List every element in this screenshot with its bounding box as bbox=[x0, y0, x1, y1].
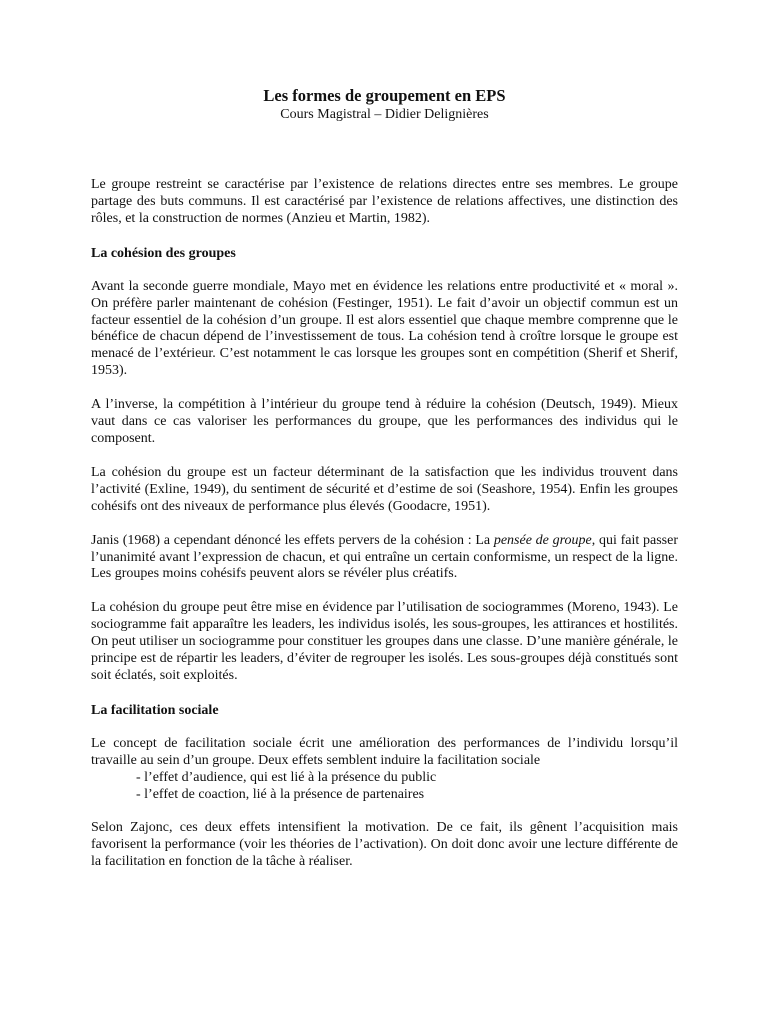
facilitation-paragraph-1: Le concept de facilitation sociale écrit une amélioration des performances de l’individu lorsqu’il travaille au sein d’un groupe. Deux effets semblent induire la facilitation sociale bbox=[91, 735, 678, 768]
cohesion-paragraph-4 bbox=[91, 533, 678, 584]
facilitation-paragraph-2: Selon Zajonc, ces deux effets intensifient la motivation. De ce fait, ils gênent l’acquisition mais favorisent la performance (voir les théories de l’activation). On doit donc avoir une lecture différente de la facilitation en fonction de la tâche à réaliser. bbox=[91, 820, 678, 870]
cohesion-paragraph-5: La cohésion du groupe peut être mise en évidence par l’utilisation de sociogrammes (Moreno, 1943). Le sociogramme fait apparaître les leaders, les individus isolés, les sous-groupes, les attirances et hostilités. On peut utiliser un sociogramme pour constituer les groupes dans une classe. D’une manière générale, le principe est de répartir les leaders, d’éviter de regrouper les isolés. Les sous-groupes déjà constitués sont soit éclatés, soit exploités. bbox=[91, 600, 678, 683]
facilitation-block bbox=[91, 736, 678, 804]
document-title: Les formes de groupement en EPS bbox=[263, 86, 506, 105]
facilitation-effects-list bbox=[91, 770, 678, 804]
document-subtitle: Cours Magistral – Didier Delignières bbox=[280, 107, 489, 122]
paragraph-text: , qui fait passer l’unanimité avant l’expression de chacun, et qui entraîne un certain conformisme, un respect de la ligne. Les groupes moins cohésifs peuvent alors se révéler plus créatifs. bbox=[91, 532, 678, 582]
cohesion-paragraph-2: A l’inverse, la compétition à l’intérieur du groupe tend à réduire la cohésion (Deutsch, 1949). Mieux vaut dans ce cas valoriser les performances du groupe, que les performances des individus qui le composent. bbox=[91, 397, 678, 446]
paragraph-text: Janis (1968) a cependant dénoncé les effets pervers de la cohésion : La bbox=[91, 532, 494, 548]
spacer bbox=[91, 123, 678, 177]
intro-paragraph: Le groupe restreint se caractérise par l’existence de relations directes entre ses membres. Le groupe partage des buts communs. Il est caractérisé par l’existence de relations affectives, une distinction des rôles, et la construction de normes (Anzieu et Martin, 1982). bbox=[91, 177, 678, 226]
list-item: - l’effet de coaction, lié à la présence de partenaires bbox=[136, 786, 425, 802]
section-heading-facilitation: La facilitation sociale bbox=[91, 702, 219, 718]
emphasis-term: pensée de groupe bbox=[493, 532, 592, 548]
cohesion-paragraph-3: La cohésion du groupe est un facteur déterminant de la satisfaction que les individus trouvent dans l’activité (Exline, 1949), du sentiment de sécurité et d’estime de soi (Seashore, 1954). Enfin les groupes cohésifs ont des niveaux de performance plus élevés (Goodacre, 1951). bbox=[91, 464, 678, 514]
list-item: - l’effet d’audience, qui est lié à la présence du public bbox=[136, 769, 437, 785]
document-page bbox=[91, 86, 678, 888]
cohesion-paragraph-1: Avant la seconde guerre mondiale, Mayo met en évidence les relations entre productivité et « moral ». On préfère parler maintenant de cohésion (Festinger, 1951). Le fait d’avoir un objectif commun est un facteur essentiel de la cohésion d’un groupe. Il est alors essentiel que chaque membre comprenne que le bénéfice de chacun dépend de l’investissement de tous. La cohésion tend à croître lorsque le groupe est menacé de l’extérieur. C’est notamment le cas lorsque les groupes sont en compétition (Sherif et Sherif, 1953). bbox=[91, 278, 678, 379]
section-heading-cohesion: La cohésion des groupes bbox=[91, 245, 236, 261]
